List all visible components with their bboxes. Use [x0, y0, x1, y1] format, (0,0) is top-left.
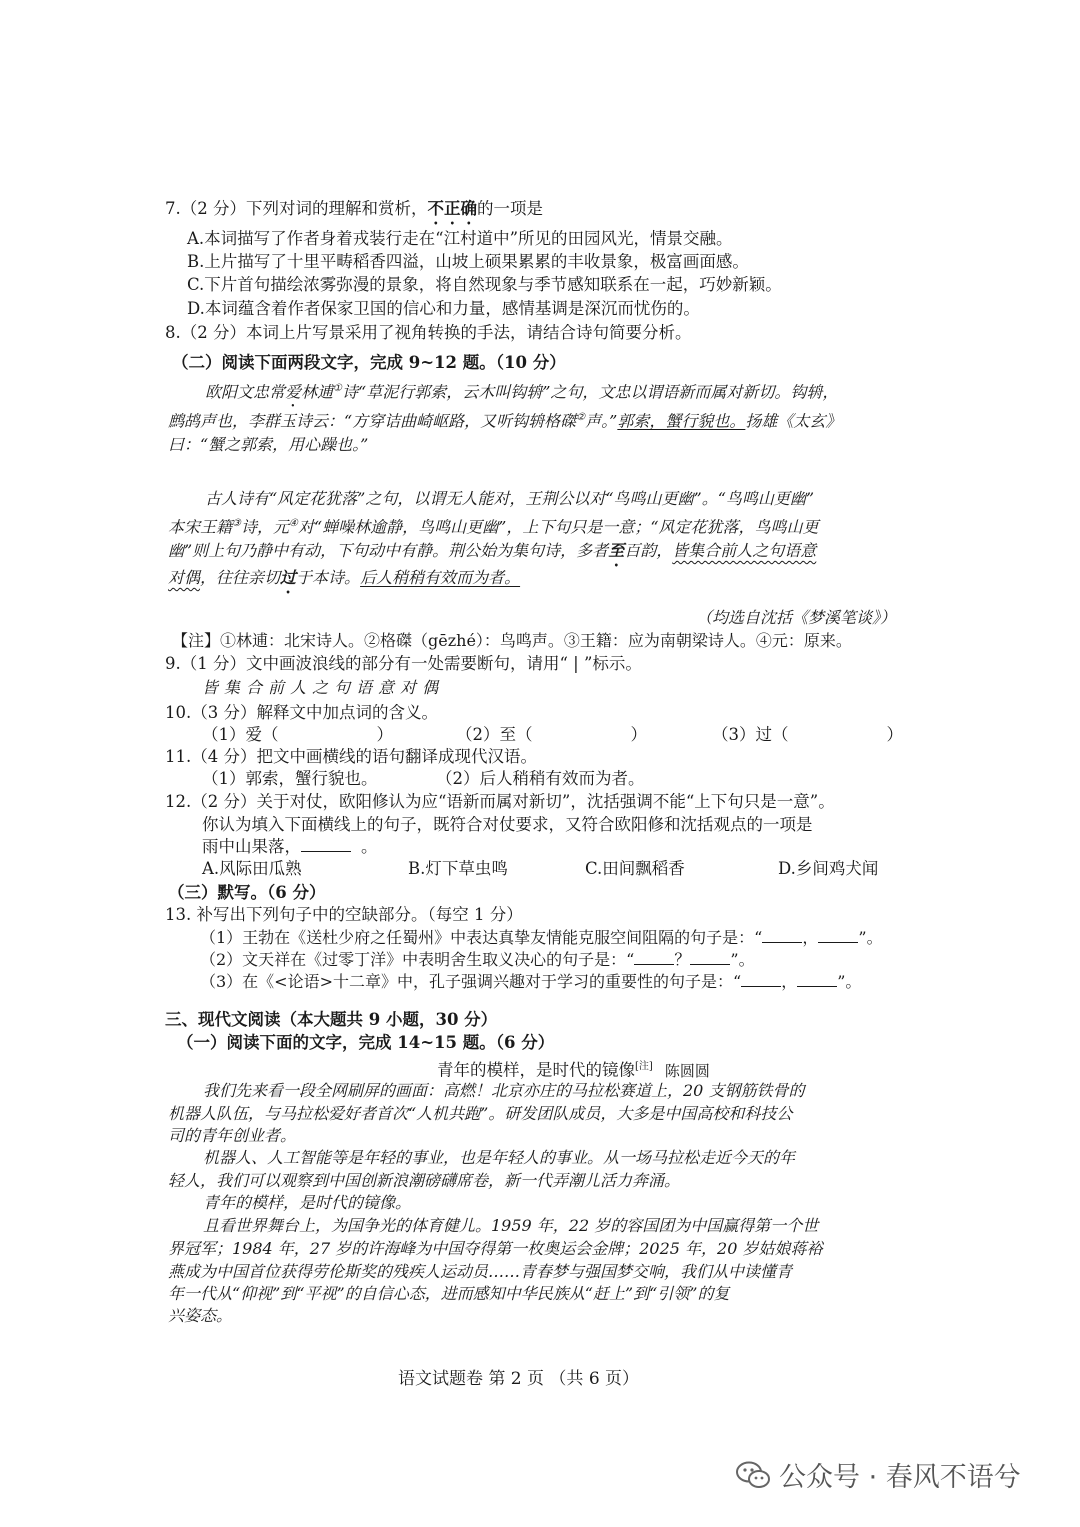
article-p2-l1: 机器人、人工智能等是年轻的事业，也是年轻人的事业。从一场马拉松走近今天的年	[203, 1148, 796, 1167]
q12-option-c: C.田间飘稻香	[585, 859, 685, 878]
q13-1-blank-2[interactable]	[818, 928, 858, 943]
watermark-text: 公众号 · 春风不语兮	[779, 1462, 1021, 1493]
passage-1-line-1: 欧阳文忠常爱林逋①诗“草泥行郭索，云木叫钩辀”之句，文忠以谓语新而属对新切。钩辀，	[205, 382, 839, 402]
q13-2-blank-1[interactable]	[634, 950, 674, 965]
q10-item-1: （1）爱（ ）	[202, 725, 393, 744]
passage-source: （均选自沈括《梦溪笔谈》）	[696, 608, 897, 627]
passage-1-line-3: 曰：“蟹之郭索，用心躁也。”	[168, 435, 369, 454]
q13-item-3: （3）在《<论语>十二章》中，孔子强调兴趣对于学习的重要性的句子是：“ ， ”。	[200, 972, 862, 991]
q13-item-1: （1）王勃在《送杜少府之任蜀州》中表达真挚友情能克服空间阻隔的句子是：“ ， ”。	[200, 928, 883, 947]
article-p1-l1: 我们先来看一段全网刷屏的画面：高燃！北京亦庄的马拉松赛道上，20 支钢筋铁骨的	[203, 1081, 805, 1100]
section-3-title: （三）默写。（6 分）	[168, 883, 326, 902]
article-p4-l4: 年一代从“仰视”到“平视”的自信心态，进而感知中华民族从“赶上”到“引领”的复	[168, 1284, 730, 1303]
section-2-title: （二）阅读下面两段文字，完成 9~12 题。（10 分）	[172, 353, 566, 372]
q12-option-b: B.灯下草虫鸣	[408, 859, 508, 878]
article-p4-l2: 界冠军；1984 年，27 岁的许海峰为中国夺得第一枚奥运会金牌；2025 年，20 岁姑娘蒋裕	[168, 1239, 823, 1258]
passage-2-line-3: 幽”则上句乃静中有动，下句动中有静。荆公始为集句诗，多者至百韵，皆集合前人之句语意	[168, 541, 817, 560]
q11-stem: 11.（4 分）把文中画横线的语句翻译成现代汉语。	[165, 747, 537, 766]
q11-item-2: （2）后人稍稍有效而为者。	[436, 769, 645, 788]
q7-stem: 7.（2 分）下列对词的理解和赏析，不正确的一项是	[165, 199, 543, 218]
article-p4-l5: 兴姿态。	[168, 1306, 233, 1325]
q12-line-2: 你认为填入下面横线上的句子，既符合对仗要求，又符合欧阳修和沈括观点的一项是	[202, 815, 813, 834]
q12-option-d: D.乡间鸡犬闻	[778, 859, 879, 878]
article-title-line	[437, 1056, 710, 1082]
article-note-marker: [注]	[635, 1061, 653, 1072]
q10-stem: 10.（3 分）解释文中加点词的含义。	[165, 703, 438, 722]
q13-2-blank-2[interactable]	[690, 950, 730, 965]
q7-option-b: B.上片描写了十里平畴稻香四溢，山坡上硕果累累的丰收景象，极富画面感。	[187, 252, 749, 271]
passage-notes: 【注】①林逋：北宋诗人。②格磔（gēzhé）：鸟鸣声。③王籍：应为南朝梁诗人。④元：原来。	[172, 631, 852, 650]
q13-3-blank-2[interactable]	[797, 972, 837, 987]
passage-2-line-2: 本宋王籍③诗，元④对“蝉噪林逾静，鸟鸣山更幽”，上下句只是一意；“风定花犹落，鸟鸣山更	[168, 517, 819, 537]
q11-item-1: （1）郭索，蟹行貌也。	[202, 769, 378, 788]
q7-option-a: A.本词描写了作者身着戎装行走在“江村道中”所见的田园风光，情景交融。	[187, 229, 733, 248]
q12-option-a: A.风际田瓜熟	[202, 859, 302, 878]
q13-item-2: （2）文天祥在《过零丁洋》中表明舍生取义决心的句子是：“ ？ ”。	[200, 950, 755, 969]
part-3-subtitle: （一）阅读下面的文字，完成 14~15 题。（6 分）	[177, 1033, 555, 1052]
part-3-title: 三、现代文阅读（本大题共 9 小题，30 分）	[165, 1010, 498, 1029]
q12-line-3: 雨中山果落， 。	[202, 837, 378, 856]
q9-text: 皆集合前人之句语意对偶	[202, 678, 445, 697]
q12-stem: 12.（2 分）关于对仗，欧阳修认为应“语新而属对新切”，沈括强调不能“上下句只是一意”。	[165, 792, 835, 811]
q7-option-c: C.下片首句描绘浓雾弥漫的景象，将自然现象与季节感知联系在一起，巧妙新颖。	[187, 275, 782, 294]
q9-stem: 9.（1 分）文中画波浪线的部分有一处需要断句，请用“ | ”标示。	[165, 654, 642, 673]
q13-1-blank-1[interactable]	[762, 928, 802, 943]
article-p4-l1: 且看世界舞台上，为国争光的体育健儿。1959 年，22 岁的容国团为中国赢得第一个世	[203, 1216, 819, 1235]
article-author: 陈圆圆	[664, 1061, 710, 1080]
watermark	[735, 1455, 1021, 1494]
q13-stem: 13. 补写出下列句子中的空缺部分。（每空 1 分）	[165, 905, 523, 924]
q13-3-blank-1[interactable]	[741, 972, 781, 987]
q8-stem: 8.（2 分）本词上片写景采用了视角转换的手法，请结合诗句简要分析。	[165, 323, 692, 342]
q10-item-3: （3）过（ ）	[712, 725, 903, 744]
q10-item-2: （2）至（ ）	[456, 725, 647, 744]
article-p4-l3: 燕成为中国首位获得劳伦斯奖的残疾人运动员……青春梦与强国梦交响，我们从中读懂青	[168, 1262, 793, 1281]
article-title: 青年的模样，是时代的镜像	[437, 1060, 635, 1080]
article-p2-l2: 轻人，我们可以观察到中国创新浪潮磅礴席卷，新一代弄潮儿活力奔涌。	[168, 1171, 681, 1190]
article-p1-l3: 司的青年创业者。	[168, 1126, 297, 1145]
q7-option-d: D.本词蕴含着作者保家卫国的信心和力量，感情基调是深沉而忧伤的。	[187, 299, 700, 318]
article-p1-l2: 机器人队伍，与马拉松爱好者首次“人机共跑”。研发团队成员，大多是中国高校和科技公	[168, 1104, 793, 1123]
passage-1-line-2: 鹧鸪声也，李群玉诗云：“方穿诘曲崎岖路，又听钩辀格磔②声。”郭索，蟹行貌也。扬雄《太玄》	[168, 411, 842, 431]
q12-blank[interactable]	[301, 837, 351, 852]
article-p3: 青年的模样，是时代的镜像。	[203, 1193, 412, 1212]
wechat-icon	[735, 1460, 771, 1490]
passage-2-line-4: 对偶，往往亲切过于本诗。后人稍稍有效而为者。	[168, 568, 521, 587]
page-footer: 语文试题卷 第 2 页 （共 6 页）	[398, 1369, 640, 1389]
passage-2-line-1: 古人诗有“风定花犹落”之句，以谓无人能对，王荆公以对“鸟鸣山更幽”。“鸟鸣山更幽”	[205, 489, 815, 508]
